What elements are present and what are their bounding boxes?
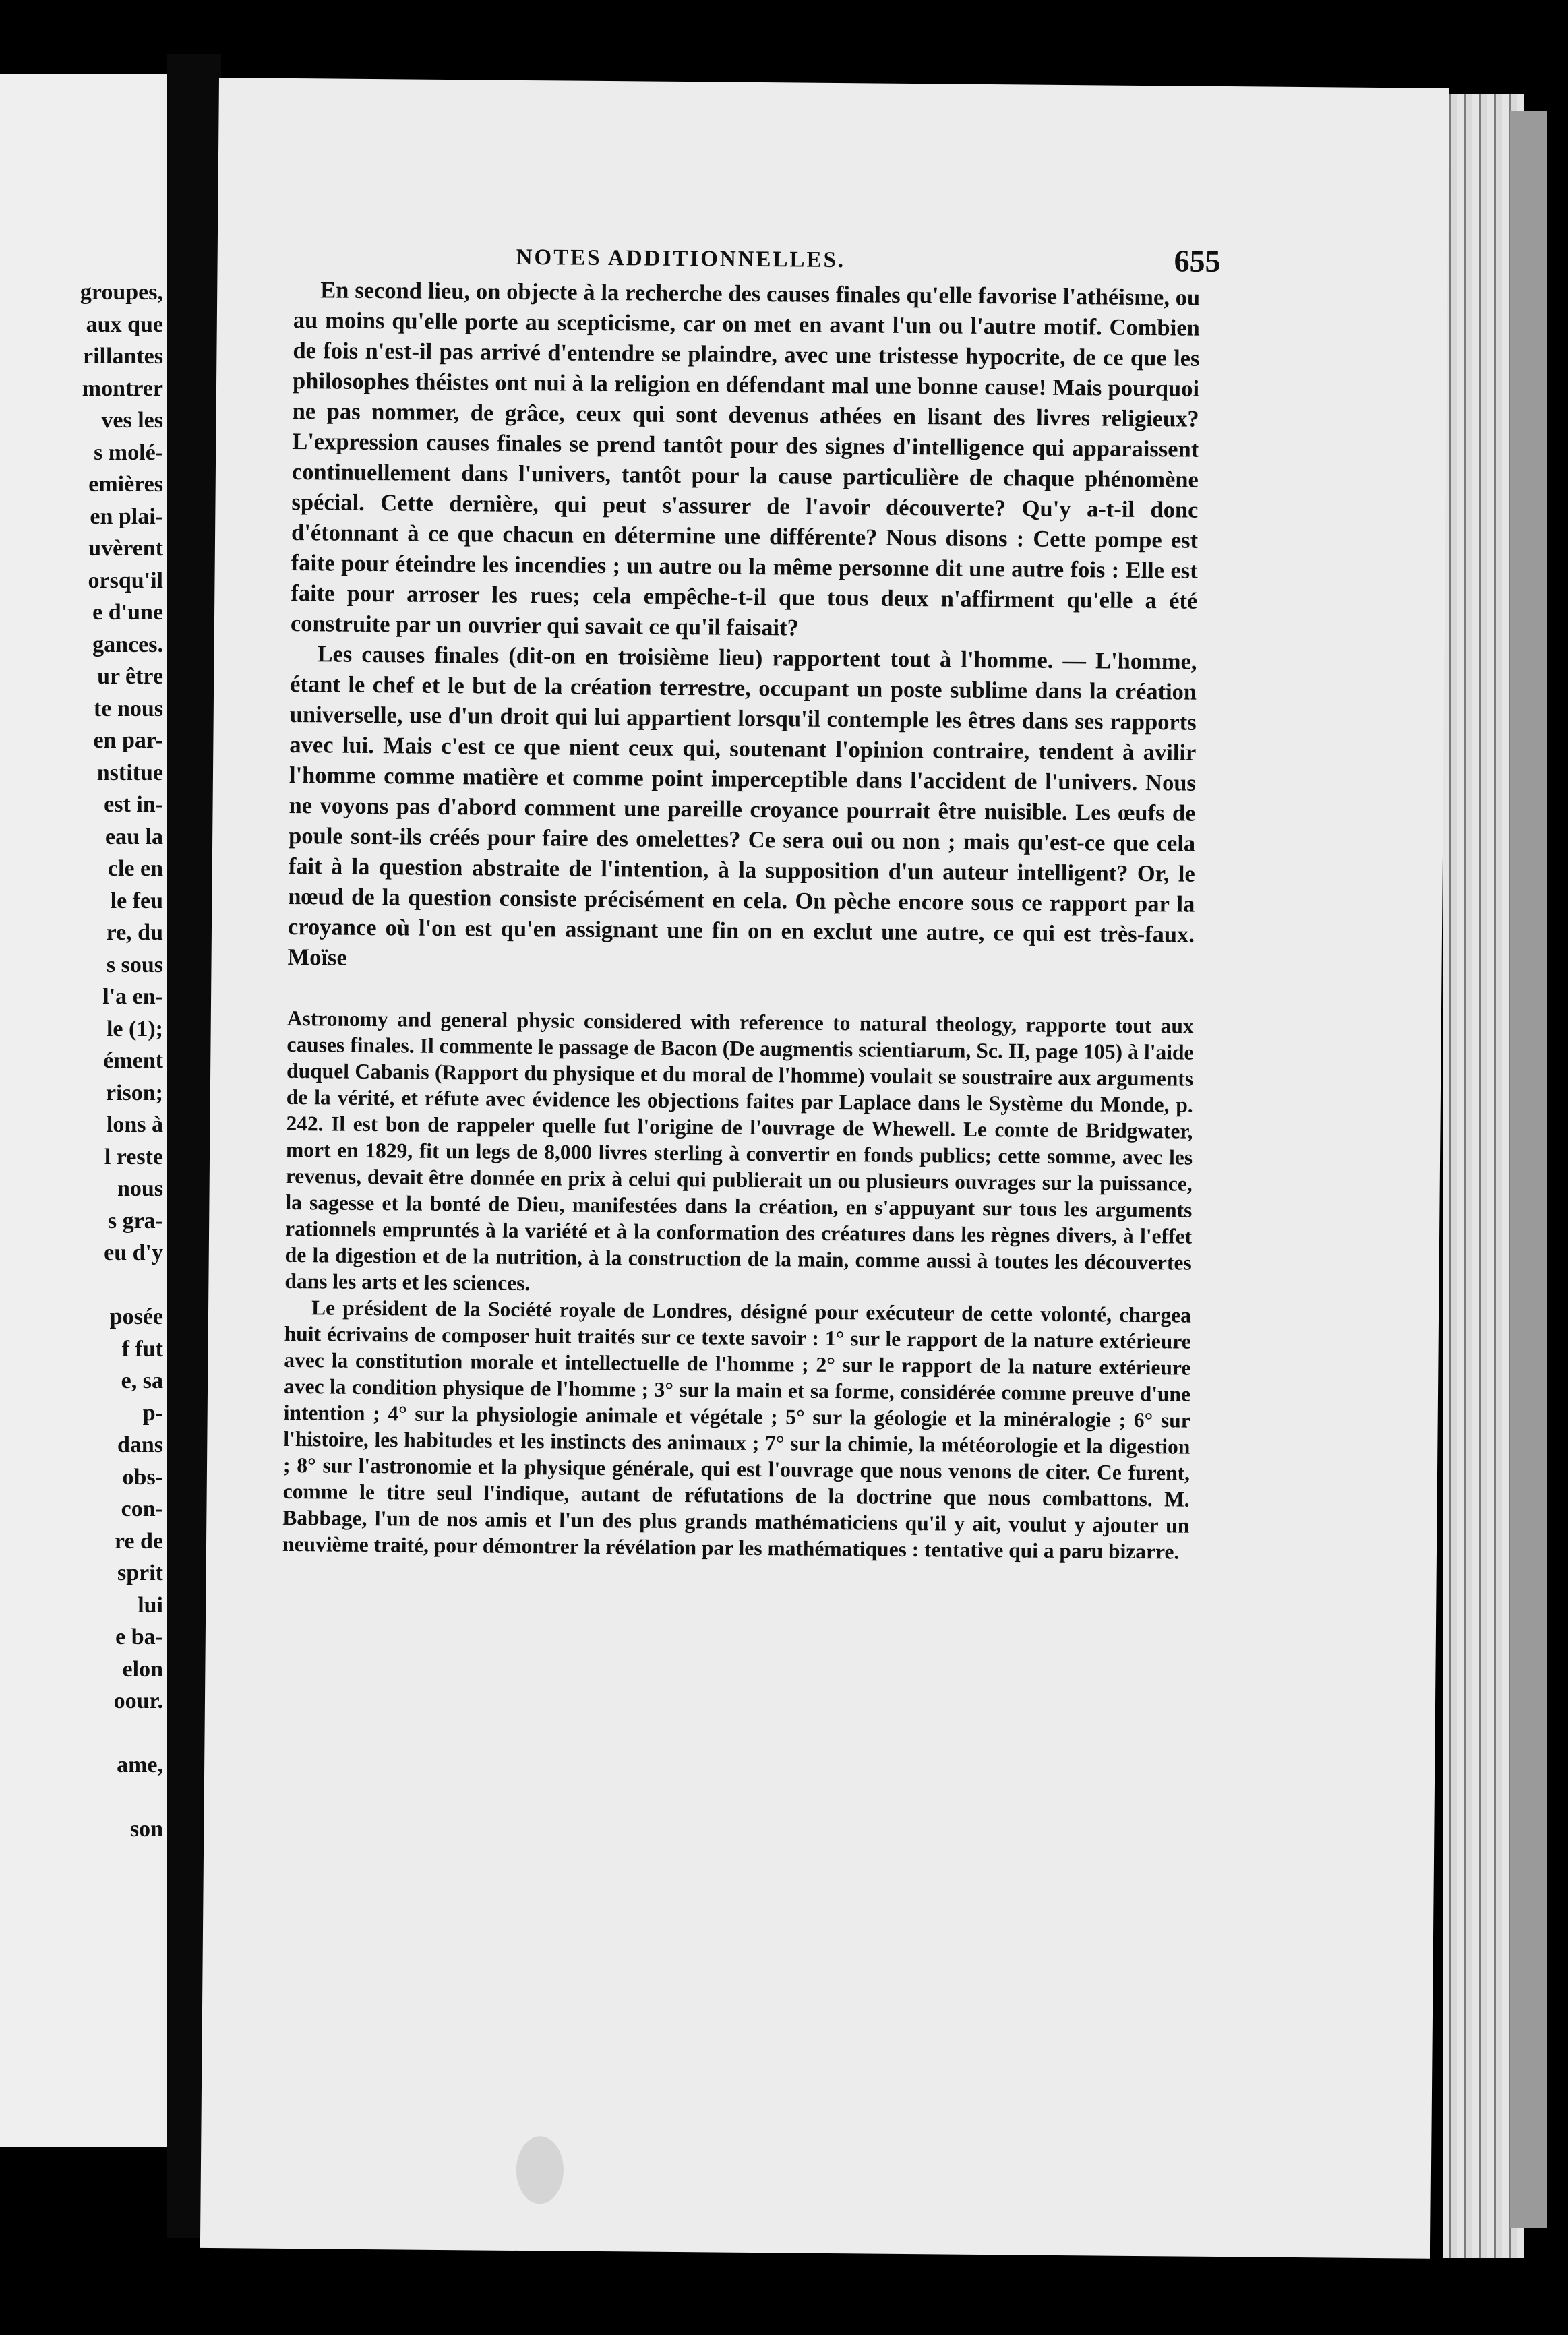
left-page-line: en par- bbox=[93, 728, 163, 753]
left-page-line: gances. bbox=[92, 632, 163, 657]
left-page-line: e ba- bbox=[115, 1625, 163, 1649]
left-page-line bbox=[1, 1718, 163, 1750]
left-page-line bbox=[1, 1269, 163, 1302]
left-page-line: sprit bbox=[117, 1560, 163, 1585]
left-page-line: uvèrent bbox=[88, 536, 163, 561]
left-facing-page bbox=[0, 74, 167, 2147]
paragraph: En second lieu, on objecte à la recherche des causes finales qu'elle favorise l'athéisme, ou au moins qu'elle porte au scepticisme, car on met en avant l'un ou l'autre motif. Combien de fois n'est-il pas arrivé d'entendre se plaindre, avec une tristesse hypocrite, de ce que les philosophes théistes ont nui à la religion en défendant mal une bonne cause! Mais pourquoi ne pas nommer, de grâce, ceux qui sont devenus athées en lisant des livres religieux? L'expression causes finales se prend tantôt pour des signes d'intelligence qui apparaissent continuellement dans l'univers, tantôt pour la cause particulière de chaque phénomène spécial. Cette dernière, qui peut s'assurer de l'avoir découverte? Qu'y a-t-il donc d'étonnant à ce que chacun en détermine une différente? Nous disons : Cette pompe est faite pour éteindre les incendies ; un autre ou la même personne dit une autre fois : Elle est faite pour arroser les rues; cela empêche-t-il que tous deux n'affirment qu'elle a été construite par un ouvrier qui savait ce qu'il faisait? bbox=[290, 277, 1201, 641]
left-page-line: con- bbox=[121, 1496, 163, 1521]
left-page-line: e, sa bbox=[121, 1368, 163, 1393]
left-page-line: groupes, bbox=[80, 280, 163, 305]
left-page-line: le (1); bbox=[106, 1016, 163, 1041]
page-edges-shadow bbox=[1510, 111, 1547, 2228]
left-page-line: emières bbox=[88, 472, 163, 497]
left-page-line: dans bbox=[117, 1432, 163, 1457]
left-page-line: ément bbox=[103, 1048, 163, 1073]
left-page-line: rillantes bbox=[83, 344, 163, 369]
main-text bbox=[287, 275, 1200, 981]
left-page-line: eau la bbox=[105, 824, 163, 849]
left-page-line: te nous bbox=[94, 696, 163, 721]
page-content bbox=[282, 238, 1221, 1565]
left-page-line: obs- bbox=[122, 1464, 163, 1490]
running-head bbox=[293, 238, 1221, 283]
left-page-line: le feu bbox=[110, 888, 163, 913]
page-stain bbox=[516, 2136, 564, 2204]
left-page-line: ur être bbox=[97, 664, 163, 689]
left-page-line: son bbox=[129, 1817, 163, 1842]
paragraph: Les causes finales (dit-on en troisième lieu) rapportent tout à l'homme. — L'homme, étant le chef et le but de la création terrestre, occupant un poste sublime dans la création universelle, use d'un droit qui lui appartient lorsqu'il contemple les êtres dans ses rapports avec lui. Mais c'est ce que nient ceux qui, soutenant l'opinion contraire, tendent à avilir l'homme comme matière et comme point imperceptible dans l'accident de l'univers. Nous ne voyons pas d'abord comment une pareille croyance pourrait être nuisible. Les œufs de poule sont-ils créés pour faire des omelettes? Ce sera oui ou non ; mais qu'est-ce que cela fait à la question abstraite de l'intention, à la supposition d'un auteur intelligent? Or, le nœud de la question consiste précisément en cela. On pèche encore sous ce rapport par la croyance où l'on est qu'en assignant une fin on en exclut une autre, ce qui est très-faux. Moïse bbox=[287, 641, 1197, 971]
running-head-title: NOTES ADDITIONNELLES. bbox=[516, 245, 846, 273]
left-page-line: nstitue bbox=[96, 760, 163, 785]
left-page-line: s sous bbox=[106, 952, 163, 977]
left-page-line: nous bbox=[117, 1176, 163, 1201]
left-page-line: aux que bbox=[86, 311, 163, 337]
left-page-line: ves les bbox=[101, 408, 163, 433]
left-page-line: re de bbox=[114, 1528, 163, 1554]
left-page-line: posée bbox=[109, 1304, 163, 1329]
left-page-text bbox=[1, 276, 163, 1846]
book-page bbox=[200, 78, 1449, 2259]
left-page-line: oour. bbox=[113, 1689, 163, 1714]
left-page-line: ame, bbox=[117, 1753, 163, 1778]
left-page-line: s gra- bbox=[107, 1208, 163, 1234]
footnote-paragraph: Astronomy and general physic considered with reference to natural theology, rapporte tout aux causes finales. Il commente le passage de Bacon (De augmentis scientiarum, Sc. II, page 105) à l'aide duquel Cabanis (Rapport du physique et du moral de l'homme) voulait se soustraire aux arguments de la vérité, et réfute avec évidence les objections faites par Laplace dans le Système du Monde, p. 242. Il est bon de rappeler quelle fut l'origine de l'ouvrage de Whewell. Le comte de Bridgwater, mort en 1829, fit un legs de 8,000 livres sterling à convertir en fonds publics; cette somme, avec les revenus, devait être donnée en prix à celui qui publierait un ou plusieurs ouvrages sur la puissance, la sagesse et la bonté de Dieu, manifestées dans la création, en s'appuyant sur tous les arguments rationnels empruntés à la variété et à la conformation des créatures dans les règnes divers, à l'effet de la digestion et de la nutrition, à la construction de la main, comme aussi à toutes les découvertes dans les arts et les sciences. bbox=[284, 1006, 1194, 1296]
left-page-line: orsqu'il bbox=[88, 568, 163, 593]
left-page-line: eu d'y bbox=[104, 1240, 163, 1265]
left-page-line: en plai- bbox=[90, 504, 163, 529]
left-page-line: l reste bbox=[104, 1144, 163, 1170]
left-page-line: est in- bbox=[104, 792, 163, 817]
left-page-line bbox=[1, 1782, 163, 1814]
page-number: 655 bbox=[1174, 243, 1221, 278]
footnote bbox=[282, 1005, 1194, 1565]
left-page-line: e d'une bbox=[92, 600, 163, 625]
footnote-paragraph: Le président de la Société royale de Londres, désigné pour exécuteur de cette volonté, chargea huit écrivains de composer huit traités sur ce texte savoir : 1° sur le rapport de la nature extérieure avec la constitution morale et intellectuelle de l'homme ; 2° sur le rapport de la nature extérieure avec la condition physique de l'homme ; 3° sur la main et sa forme, considérée comme preuve d'une intention ; 4° sur la physiologie animale et végétale ; 5° sur la géologie et la minéralogie ; 6° sur l'histoire, les habitudes et les instincts des animaux ; 7° sur la chimie, la météorologie et la digestion ; 8° sur l'astronomie et la physique générale, qui est l'ouvrage que nous venons de citer. Ce furent, comme le titre seul l'indique, autant de réfutations de la doctrine que nous combattons. M. Babbage, l'un de nos amis et l'un des plus grands mathématiciens qu'il y ait, voulut y ajouter un neuvième traité, pour démontrer la révélation par les mathématiques : tentative qui a paru bizarre. bbox=[282, 1296, 1192, 1564]
left-page-line: f fut bbox=[121, 1336, 163, 1362]
left-page-line: elon bbox=[122, 1656, 163, 1682]
left-page-line: montrer bbox=[82, 375, 163, 401]
left-page-line: rison; bbox=[106, 1080, 163, 1105]
left-page-line: lons à bbox=[106, 1112, 163, 1137]
left-page-line: lui bbox=[138, 1592, 163, 1618]
left-page-line: cle en bbox=[107, 856, 163, 881]
left-page-line: l'a en- bbox=[102, 984, 163, 1009]
left-page-line: re, du bbox=[106, 920, 163, 945]
left-page-line: s molé- bbox=[94, 439, 163, 465]
left-page-line: p- bbox=[142, 1400, 163, 1426]
